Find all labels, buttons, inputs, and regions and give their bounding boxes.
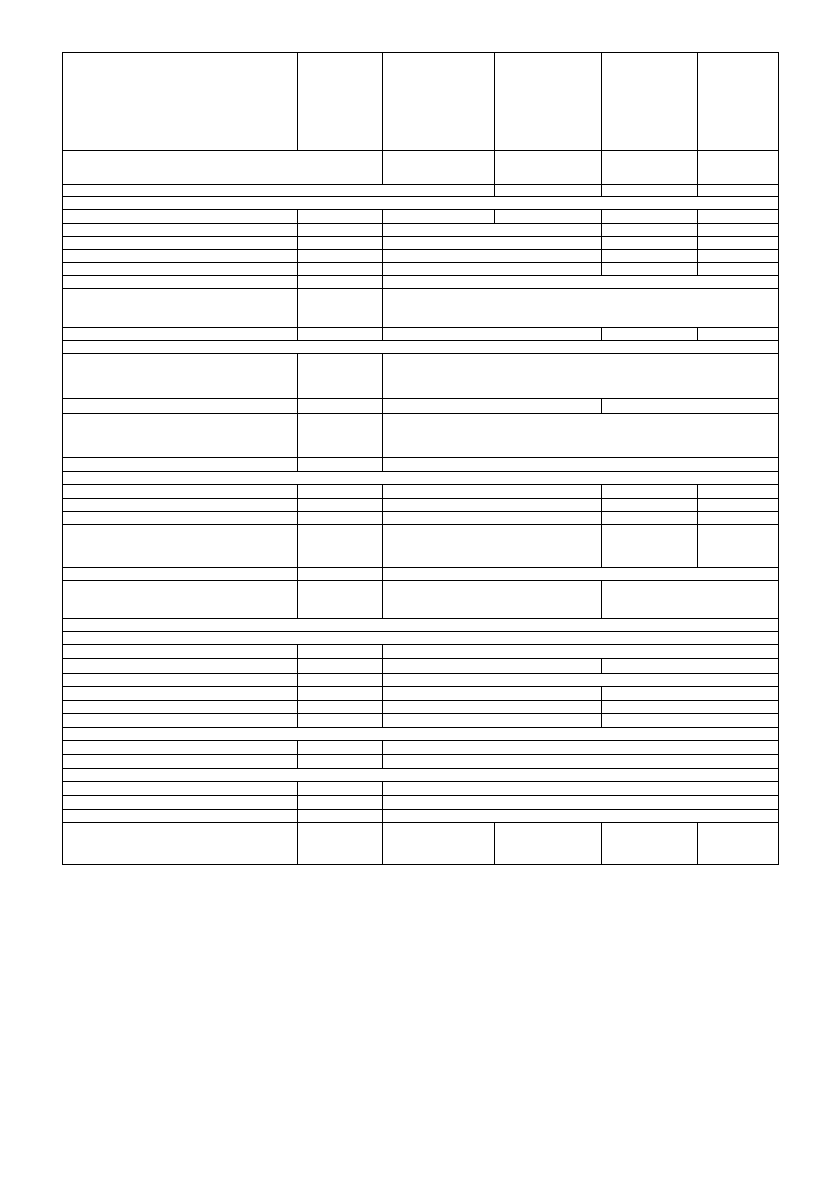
table-cell: [63, 525, 298, 568]
table-cell: [602, 714, 779, 728]
table-cell: [63, 782, 298, 796]
table-cell: [383, 755, 779, 769]
table-cell: [602, 525, 698, 568]
table-cell: [698, 499, 779, 512]
table-cell: [602, 151, 698, 185]
table-cell: [383, 823, 495, 865]
table-cell: [298, 53, 383, 151]
table-row: [63, 619, 779, 632]
table-cell: [63, 151, 383, 185]
table-cell: [298, 237, 383, 250]
table-cell: [602, 485, 698, 499]
table-cell: [298, 250, 383, 263]
table-row: [63, 328, 779, 341]
table-cell: [63, 328, 298, 341]
table-cell: [383, 485, 602, 499]
table-cell: [63, 728, 779, 741]
table-cell: [298, 674, 383, 687]
table-cell: [298, 289, 383, 328]
table-row: [63, 769, 779, 782]
table-cell: [383, 458, 779, 472]
table-cell: [63, 687, 298, 701]
table-cell: [298, 714, 383, 728]
table-cell: [383, 687, 602, 701]
table-cell: [602, 687, 779, 701]
table-row: [63, 250, 779, 263]
table-cell: [298, 263, 383, 276]
table-cell: [63, 823, 298, 865]
table-row: [63, 782, 779, 796]
table-cell: [383, 645, 779, 659]
table-cell: [63, 224, 298, 237]
table-cell: [602, 328, 698, 341]
table-cell: [602, 185, 698, 197]
table-cell: [383, 810, 779, 823]
table-cell: [602, 499, 698, 512]
table-cell: [63, 769, 779, 782]
table-cell: [298, 687, 383, 701]
table-cell: [698, 512, 779, 525]
table-row: [63, 458, 779, 472]
table-cell: [383, 674, 779, 687]
table-cell: [698, 485, 779, 499]
table-cell: [63, 701, 298, 714]
table-cell: [383, 414, 779, 458]
table-cell: [63, 632, 779, 645]
table-row: [63, 224, 779, 237]
table-cell: [63, 53, 298, 151]
table-cell: [383, 250, 602, 263]
table-cell: [63, 197, 779, 210]
table-cell: [63, 810, 298, 823]
table-row: [63, 701, 779, 714]
table-cell: [298, 328, 383, 341]
table-cell: [383, 237, 602, 250]
table-row: [63, 645, 779, 659]
table-row: [63, 659, 779, 674]
table-cell: [63, 472, 779, 485]
table-cell: [383, 53, 495, 151]
table-cell: [602, 399, 779, 414]
table-cell: [63, 741, 298, 755]
table-cell: [383, 659, 602, 674]
table-cell: [298, 823, 383, 865]
table-cell: [63, 485, 298, 499]
table-cell: [298, 458, 383, 472]
table-cell: [698, 823, 779, 865]
table-row: [63, 185, 779, 197]
table-row: [63, 823, 779, 865]
table-cell: [63, 354, 298, 399]
table-cell: [383, 276, 779, 289]
table-cell: [298, 276, 383, 289]
table-cell: [602, 512, 698, 525]
table-cell: [602, 823, 698, 865]
table-cell: [63, 659, 298, 674]
table-cell: [698, 328, 779, 341]
table-cell: [63, 263, 298, 276]
table-cell: [298, 659, 383, 674]
table-row: [63, 687, 779, 701]
table-cell: [602, 250, 698, 263]
table-row: [63, 263, 779, 276]
table-row: [63, 53, 779, 151]
table-cell: [298, 782, 383, 796]
table-cell: [63, 512, 298, 525]
table-cell: [383, 782, 779, 796]
table-cell: [383, 741, 779, 755]
table-cell: [602, 581, 779, 619]
table-cell: [495, 210, 602, 224]
table-cell: [63, 210, 298, 224]
table-row: [63, 289, 779, 328]
table-cell: [383, 499, 602, 512]
table-cell: [383, 525, 602, 568]
table-row: [63, 237, 779, 250]
table-row: [63, 210, 779, 224]
table-cell: [63, 250, 298, 263]
table-cell: [63, 645, 298, 659]
table-cell: [383, 568, 779, 581]
table-cell: [698, 250, 779, 263]
table-row: [63, 485, 779, 499]
table-cell: [63, 399, 298, 414]
table-row: [63, 714, 779, 728]
table-cell: [63, 289, 298, 328]
table-cell: [383, 581, 602, 619]
table-row: [63, 499, 779, 512]
table-row: [63, 276, 779, 289]
table-cell: [63, 276, 298, 289]
table-cell: [383, 512, 602, 525]
table-cell: [383, 714, 602, 728]
table-cell: [495, 185, 602, 197]
table-cell: [63, 458, 298, 472]
table-cell: [298, 354, 383, 399]
table-cell: [602, 701, 779, 714]
table-cell: [63, 796, 298, 810]
table-cell: [602, 659, 779, 674]
table-row: [63, 568, 779, 581]
table-cell: [698, 151, 779, 185]
table-cell: [63, 674, 298, 687]
table-row: [63, 525, 779, 568]
table-cell: [383, 210, 495, 224]
table-cell: [63, 499, 298, 512]
table-cell: [63, 237, 298, 250]
table-cell: [383, 263, 602, 276]
table-cell: [698, 185, 779, 197]
specification-table: [62, 52, 779, 865]
table-cell: [298, 568, 383, 581]
table-cell: [63, 185, 495, 197]
table-cell: [383, 328, 602, 341]
table-cell: [383, 701, 602, 714]
table-cell: [383, 224, 602, 237]
table-row: [63, 796, 779, 810]
table-row: [63, 472, 779, 485]
table-cell: [383, 151, 495, 185]
table-cell: [298, 701, 383, 714]
table-cell: [602, 263, 698, 276]
table-cell: [298, 399, 383, 414]
table-row: [63, 755, 779, 769]
table-cell: [298, 499, 383, 512]
table-row: [63, 341, 779, 354]
table-cell: [698, 53, 779, 151]
table-cell: [298, 512, 383, 525]
table-cell: [298, 645, 383, 659]
table-row: [63, 512, 779, 525]
table-row: [63, 741, 779, 755]
table-row: [63, 728, 779, 741]
table-cell: [298, 224, 383, 237]
table-cell: [495, 53, 602, 151]
table-cell: [602, 224, 698, 237]
table-row: [63, 354, 779, 399]
table-cell: [298, 485, 383, 499]
table-row: [63, 399, 779, 414]
table-row: [63, 632, 779, 645]
table-row: [63, 674, 779, 687]
table-cell: [298, 810, 383, 823]
table-row: [63, 581, 779, 619]
table-cell: [298, 581, 383, 619]
table-cell: [698, 224, 779, 237]
table-cell: [602, 237, 698, 250]
table-cell: [698, 263, 779, 276]
table-row: [63, 414, 779, 458]
table-cell: [298, 414, 383, 458]
table-cell: [602, 210, 698, 224]
table-row: [63, 151, 779, 185]
table-cell: [298, 525, 383, 568]
table-cell: [298, 796, 383, 810]
table-cell: [495, 151, 602, 185]
table-cell: [698, 210, 779, 224]
table-cell: [698, 237, 779, 250]
table-cell: [298, 755, 383, 769]
table-cell: [383, 354, 779, 399]
table-cell: [495, 823, 602, 865]
table-cell: [383, 289, 779, 328]
table-cell: [383, 796, 779, 810]
table-cell: [63, 755, 298, 769]
table-cell: [383, 399, 602, 414]
table-cell: [63, 619, 779, 632]
table-cell: [298, 741, 383, 755]
table-cell: [602, 53, 698, 151]
table-cell: [63, 714, 298, 728]
table-row: [63, 197, 779, 210]
table-cell: [63, 568, 298, 581]
table-cell: [63, 581, 298, 619]
table-cell: [298, 210, 383, 224]
table-row: [63, 810, 779, 823]
table-cell: [698, 525, 779, 568]
table-cell: [63, 414, 298, 458]
table-cell: [63, 341, 779, 354]
